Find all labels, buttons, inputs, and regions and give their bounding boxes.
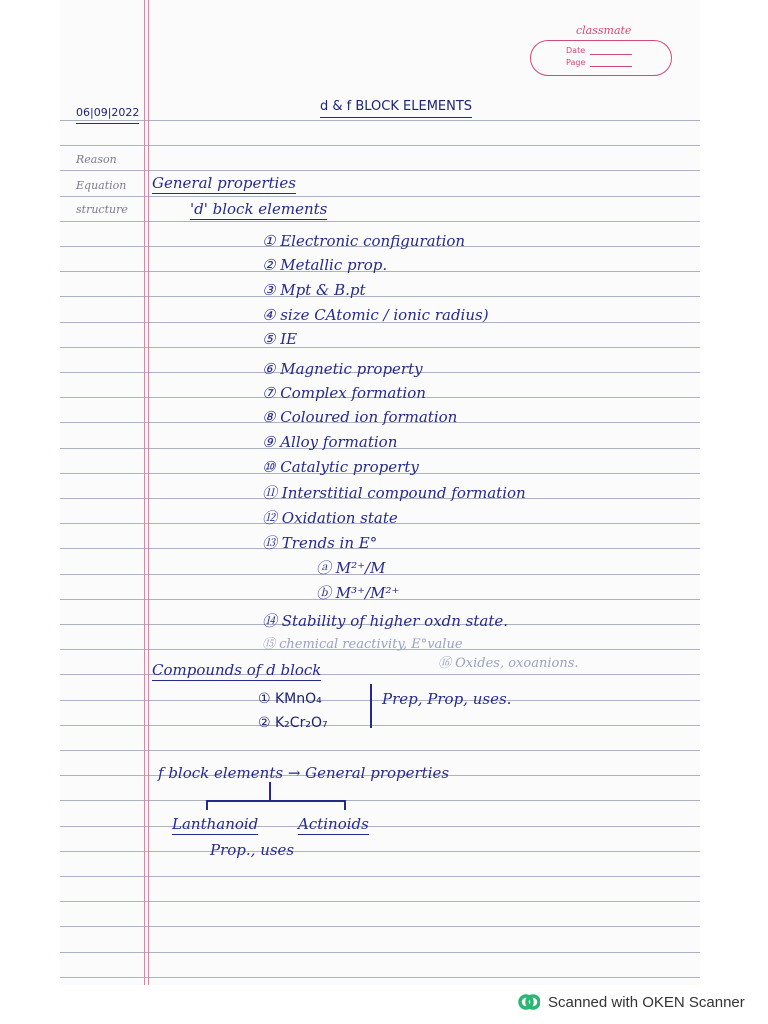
ruled-line xyxy=(60,826,700,827)
brand-logo: classmate xyxy=(576,24,632,37)
property-item: ④ size CAtomic / ionic radius) xyxy=(262,306,489,324)
compound-bracket xyxy=(362,684,372,728)
page-date: 06|09|2022 xyxy=(76,104,139,124)
property-item: ⑭ Stability of higher oxdn state. xyxy=(262,612,509,630)
date-field-label: Date xyxy=(566,46,586,55)
margin-note: Reason xyxy=(76,153,117,166)
compounds-heading: Compounds of d block xyxy=(152,661,322,679)
property-item: ⑬ Trends in E° xyxy=(262,534,378,552)
section-subheading: 'd' block elements xyxy=(190,200,328,218)
ruled-line xyxy=(60,347,700,348)
compound-item: ② K₂Cr₂O₇ xyxy=(258,715,328,731)
trend-item: ⓑ M³⁺/M²⁺ xyxy=(316,584,400,602)
property-item: ⑧ Coloured ion formation xyxy=(262,408,458,426)
margin-note: structure xyxy=(76,203,128,216)
f-block-heading: f block elements → General properties xyxy=(158,764,450,782)
property-item: ① Electronic configuration xyxy=(262,232,466,250)
ruled-line xyxy=(60,700,700,701)
ruled-line xyxy=(60,901,700,902)
ruled-line xyxy=(60,952,700,953)
scanner-footer-text: Scanned with OKEN Scanner xyxy=(548,993,745,1011)
ruled-line xyxy=(60,750,700,751)
compound-item: ① KMnO₄ xyxy=(258,691,322,707)
property-item: ⑥ Magnetic property xyxy=(262,360,423,378)
ruled-line xyxy=(60,196,700,197)
tree-right-leg xyxy=(344,800,346,810)
ruled-line xyxy=(60,145,700,146)
ruled-line xyxy=(60,170,700,171)
brand-box xyxy=(530,40,672,76)
property-item: ⑫ Oxidation state xyxy=(262,509,398,527)
page-field-label: Page xyxy=(566,58,586,67)
margin-note: Equation xyxy=(76,179,127,192)
f-block-note: Prop., uses xyxy=(210,841,295,859)
ruled-line xyxy=(60,800,700,801)
ruled-line xyxy=(60,296,700,297)
tree-branch xyxy=(206,800,346,802)
scanner-footer xyxy=(518,991,745,1013)
property-item: ⑪ Interstitial compound formation xyxy=(262,484,526,502)
ruled-line xyxy=(60,926,700,927)
ruled-line xyxy=(60,851,700,852)
section-heading: General properties xyxy=(152,174,296,192)
property-item: ⑤ IE xyxy=(262,330,298,348)
page-field-line xyxy=(590,66,632,67)
tree-left-leg xyxy=(206,800,208,810)
actinoid-label: Actinoids xyxy=(298,815,369,833)
ruled-line xyxy=(60,977,700,978)
property-item: ⑦ Complex formation xyxy=(262,384,426,402)
property-item: ② Metallic prop. xyxy=(262,256,388,274)
date-field-line xyxy=(590,54,632,55)
margin-line-right xyxy=(148,0,149,985)
ruled-line xyxy=(60,876,700,877)
compounds-note: Prep, Prop, uses. xyxy=(382,690,512,708)
property-item-faint: ⑮ chemical reactivity, E°value xyxy=(262,637,463,652)
ruled-line xyxy=(60,548,700,549)
ruled-line xyxy=(60,221,700,222)
tree-stem xyxy=(269,782,271,800)
ruled-line xyxy=(60,120,700,121)
oken-logo-icon xyxy=(518,991,540,1013)
lanthanoid-label: Lanthanoid xyxy=(172,815,259,833)
oxides-note: ⑯ Oxides, oxoanions. xyxy=(438,656,579,671)
property-item: ⑨ Alloy formation xyxy=(262,433,398,451)
margin-line-left xyxy=(144,0,145,985)
property-item: ③ Mpt & B.pt xyxy=(262,281,366,299)
property-item: ⑩ Catalytic property xyxy=(262,458,419,476)
ruled-line xyxy=(60,725,700,726)
trend-item: ⓐ M²⁺/M xyxy=(316,559,386,577)
page-title: d & f BLOCK ELEMENTS xyxy=(320,98,472,118)
